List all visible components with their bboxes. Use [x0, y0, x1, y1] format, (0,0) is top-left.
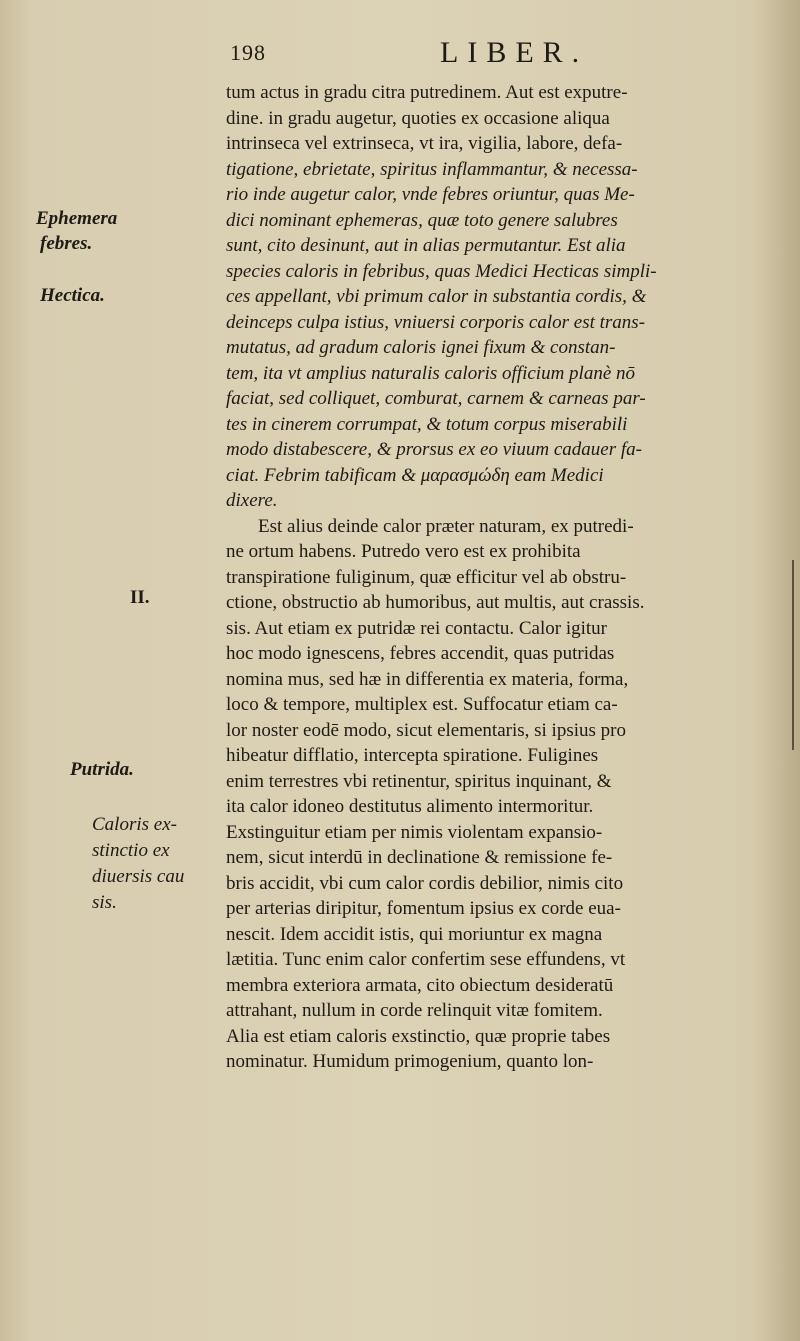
- text-line: lætitia. Tunc enim calor confertim sese effundens, vt: [226, 949, 626, 970]
- text-line: dici nominant ephemeras, quæ toto genere salubres: [226, 209, 618, 231]
- text-line: intrinseca vel extrinseca, vt ira, vigilia, labore, defa-: [226, 133, 623, 154]
- text-line: ciat. Febrim tabificam & μαρασμώδη eam Medici: [226, 464, 604, 486]
- text-line: Est alius deinde calor præter naturam, ex putredi-: [258, 515, 634, 537]
- text-line: rio inde augetur calor, vnde febres oriuntur, quas Me-: [226, 184, 635, 205]
- text-line: nominatur. Humidum primogenium, quanto lon-: [226, 1051, 594, 1072]
- running-title: LIBER.: [440, 36, 589, 69]
- text-line: faciat, sed colliquet, comburat, carnem & carneas par-: [226, 388, 646, 409]
- text-line: modo distabescere, & prorsus ex eo viuum cadauer fa-: [226, 439, 642, 460]
- text-line: membra exteriora armata, cito obiectum desideratū: [226, 974, 614, 996]
- text-line: Alia est etiam caloris exstinctio, quæ proprie tabes: [226, 1025, 611, 1047]
- text-line: nomina mus, sed hæ in differentia ex materia, forma,: [226, 668, 629, 690]
- page-number: 198: [230, 40, 266, 65]
- text-line: loco & tempore, multiplex est. Suffocatur etiam ca-: [226, 694, 618, 715]
- text-line: hoc modo ignescens, febres accendit, quas putridas: [226, 643, 615, 664]
- text-line: sis. Aut etiam ex putridæ rei contactu. Calor igitur: [226, 617, 607, 639]
- text-line: lor noster eodē modo, sicut elementaris, si ipsius pro: [226, 719, 626, 741]
- margin-note: II.: [130, 587, 150, 608]
- text-line: bris accidit, vbi cum calor cordis debilior, nimis cito: [226, 872, 624, 894]
- text-line: dixere.: [226, 490, 278, 511]
- text-line: enim terrestres vbi retinentur, spiritus inquinant, &: [226, 770, 612, 792]
- text-line: deinceps culpa istius, vniuersi corporis calor est trans-: [226, 311, 646, 333]
- margin-note: sis.: [92, 892, 117, 913]
- text-line: nescit. Idem accidit istis, qui moriuntur ex magna: [226, 923, 603, 945]
- text-line: ces appellant, vbi primum calor in substantia cordis, &: [226, 286, 647, 307]
- text-line: ctione, obstructio ab humoribus, aut multis, aut crassis.: [226, 592, 645, 613]
- text-line: species caloris in febribus, quas Medici Hecticas simpli-: [226, 260, 657, 282]
- text-line: tem, ita vt amplius naturalis caloris officium planè nō: [226, 362, 636, 384]
- text-line: tum actus in gradu citra putredinem. Aut est exputre-: [226, 82, 628, 103]
- page-edge-rule: [792, 560, 794, 750]
- margin-note: febres.: [40, 233, 93, 254]
- text-line: hibeatur difflatio, intercepta spiratione. Fuligines: [226, 745, 599, 766]
- margin-note: Hectica.: [40, 285, 105, 306]
- margin-note: stinctio ex: [92, 840, 170, 861]
- text-line: tigatione, ebrietate, spiritus inflammantur, & necessa-: [226, 158, 638, 180]
- margin-note: Putrida.: [70, 759, 134, 780]
- margin-note: Caloris ex-: [92, 814, 177, 835]
- margin-note: Ephemera: [36, 208, 118, 229]
- margin-note: diuersis cau: [92, 866, 185, 887]
- text-line: per arterias diripitur, fomentum ipsius ex corde eua-: [226, 898, 621, 919]
- text-line: tes in cinerem corrumpat, & totum corpus miserabili: [226, 413, 628, 435]
- text-line: nem, sicut interdū in declinatione & remissione fe-: [226, 847, 613, 868]
- text-line: mutatus, ad gradum caloris ignei fixum & constan-: [226, 337, 616, 358]
- text-line: dine. in gradu augetur, quoties ex occasione aliqua: [226, 107, 610, 129]
- text-line: ne ortum habens. Putredo vero est ex prohibita: [226, 541, 581, 562]
- text-line: transpiratione fuliginum, quæ efficitur vel ab obstru-: [226, 566, 627, 588]
- main-text: [226, 80, 800, 1075]
- text-line: attrahant, nullum in corde relinquit vitæ fomitem.: [226, 1000, 603, 1021]
- text-line: ita calor idoneo destitutus alimento intermoritur.: [226, 796, 594, 817]
- text-line: sunt, cito desinunt, aut in alias permutantur. Est alia: [226, 235, 626, 256]
- page-header: [230, 36, 650, 76]
- text-line: Exstinguitur etiam per nimis violentam expansio-: [226, 821, 603, 843]
